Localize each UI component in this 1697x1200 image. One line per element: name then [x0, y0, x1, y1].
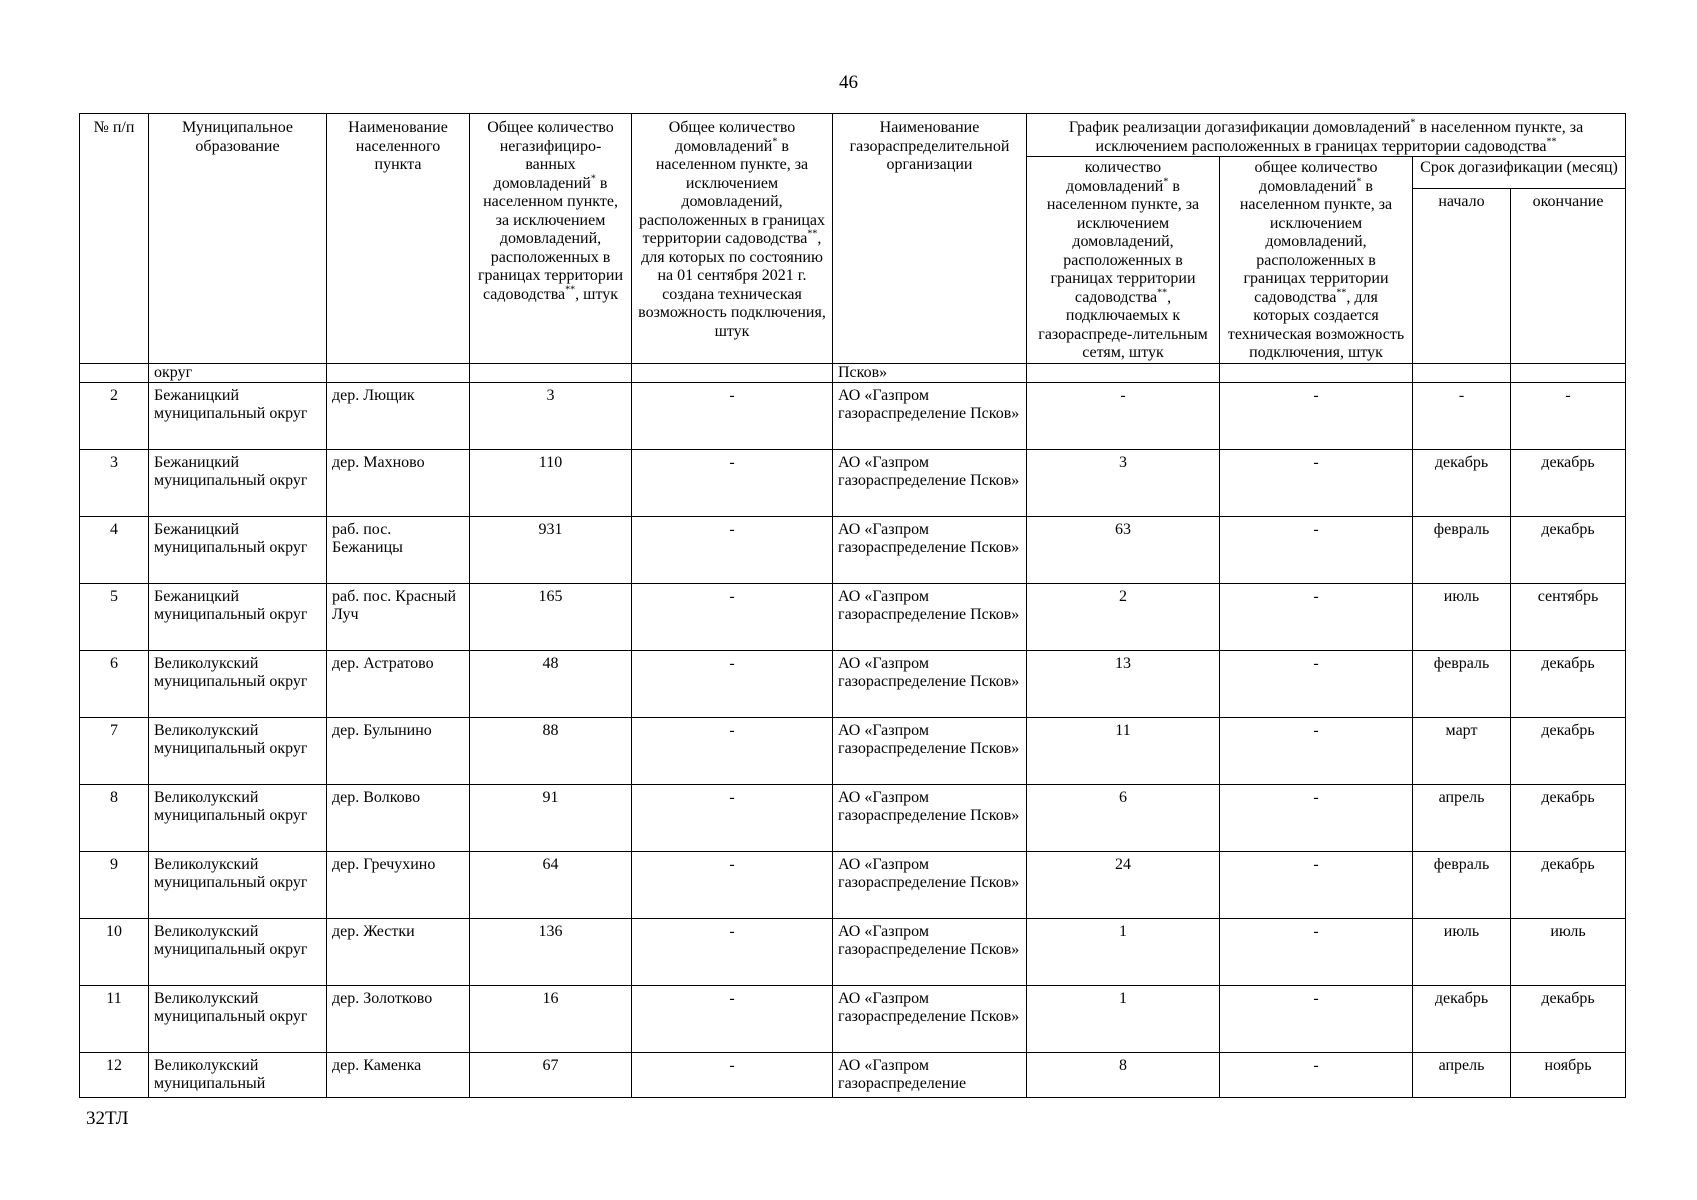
- cell-municipality: Бежаницкий муниципальный округ: [149, 516, 327, 583]
- cell-total-created: -: [1220, 851, 1413, 918]
- cell-total: 16: [470, 985, 632, 1052]
- cell-settlement: раб. пос. Красный Луч: [327, 583, 470, 650]
- cell-gas-org: АО «Газпром газораспределение Псков»: [833, 516, 1027, 583]
- cell-gas-org: АО «Газпром газораспределение Псков»: [833, 717, 1027, 784]
- cell-settlement: раб. пос. Бежаницы: [327, 516, 470, 583]
- table-row: [80, 382, 1626, 449]
- cell-total: 110: [470, 449, 632, 516]
- cell-municipality: Великолукский муниципальный округ: [149, 717, 327, 784]
- cell-total: 91: [470, 784, 632, 851]
- table-row: [80, 784, 1626, 851]
- cell-tech: -: [632, 918, 833, 985]
- page-number: 46: [839, 72, 858, 93]
- cell-connected-count: 1: [1027, 918, 1220, 985]
- header-total-tech-possibility: Общее количество домовладений* в населенном пункте, за исключением домовладений, расположенных в границах территории садоводства**, для которых по состоянию на 01 сентября 2021 г. создана техническая возможность подключения, штук: [632, 114, 833, 364]
- cell-num: 2: [80, 382, 149, 449]
- cell-tech: -: [632, 650, 833, 717]
- cell-start: июль: [1413, 918, 1511, 985]
- cell-municipality: Великолукский муниципальный: [149, 1052, 327, 1097]
- cell-start: апрель: [1413, 784, 1511, 851]
- cell-total-created: -: [1220, 1052, 1413, 1097]
- cell-start: декабрь: [1413, 985, 1511, 1052]
- cell-end: декабрь: [1511, 985, 1626, 1052]
- cell-num: 6: [80, 650, 149, 717]
- cell-tech: -: [632, 851, 833, 918]
- cell-connected-count: 6: [1027, 784, 1220, 851]
- cell-municipality: округ: [149, 363, 327, 382]
- cell-gas-org: АО «Газпром газораспределение Псков»: [833, 784, 1027, 851]
- cell-connected-count: 63: [1027, 516, 1220, 583]
- cell-start: февраль: [1413, 851, 1511, 918]
- cell-connected-count: 13: [1027, 650, 1220, 717]
- cell-gas-org: АО «Газпром газораспределение Псков»: [833, 583, 1027, 650]
- cell-tech: -: [632, 717, 833, 784]
- cell-municipality: Бежаницкий муниципальный округ: [149, 583, 327, 650]
- cell-total-created: -: [1220, 717, 1413, 784]
- cell-gas-org: АО «Газпром газораспределение: [833, 1052, 1027, 1097]
- cell-end: декабрь: [1511, 851, 1626, 918]
- cell-num: 9: [80, 851, 149, 918]
- cell-total: 67: [470, 1052, 632, 1097]
- cell-settlement: дер. Золотково: [327, 985, 470, 1052]
- cell-municipality: Бежаницкий муниципальный округ: [149, 382, 327, 449]
- cell-total-created: -: [1220, 516, 1413, 583]
- cell-total-created: -: [1220, 583, 1413, 650]
- cell-total: 3: [470, 382, 632, 449]
- header-settlement: Наименование населенного пункта: [327, 114, 470, 364]
- cell-gas-org: АО «Газпром газораспределение Псков»: [833, 851, 1027, 918]
- cell-total-created: -: [1220, 918, 1413, 985]
- cell-connected-count: 24: [1027, 851, 1220, 918]
- cell-municipality: Великолукский муниципальный округ: [149, 918, 327, 985]
- header-term: Срок догазификации (месяц): [1413, 157, 1626, 189]
- cell-tech: -: [632, 382, 833, 449]
- cell-total-created: -: [1220, 382, 1413, 449]
- cell-start: декабрь: [1413, 449, 1511, 516]
- cell-start: апрель: [1413, 1052, 1511, 1097]
- cell-tech: -: [632, 583, 833, 650]
- cell-end: сентябрь: [1511, 583, 1626, 650]
- table-row: [80, 516, 1626, 583]
- header-total-created: общее количество домовладений* в населенном пункте, за исключением домовладений, расположенных в границах территории садоводства**, для которых создается техническая возможность подключения, штук: [1220, 157, 1413, 364]
- cell-total-created: -: [1220, 784, 1413, 851]
- table-body: [80, 363, 1626, 1097]
- cell-gas-org: АО «Газпром газораспределение Псков»: [833, 650, 1027, 717]
- table-row: [80, 650, 1626, 717]
- cell-tech: -: [632, 784, 833, 851]
- cell-start: март: [1413, 717, 1511, 784]
- cell-num: 4: [80, 516, 149, 583]
- cell-num: 5: [80, 583, 149, 650]
- cell-total-created: -: [1220, 985, 1413, 1052]
- cell-connected-count: 2: [1027, 583, 1220, 650]
- cell-settlement: дер. Каменка: [327, 1052, 470, 1097]
- cell-num: 7: [80, 717, 149, 784]
- cell-total: 165: [470, 583, 632, 650]
- cell-gas-org: Псков»: [833, 363, 1027, 382]
- cell-end: ноябрь: [1511, 1052, 1626, 1097]
- cell-settlement: дер. Булынино: [327, 717, 470, 784]
- cell-end: июль: [1511, 918, 1626, 985]
- table-row: [80, 449, 1626, 516]
- cell-num: 3: [80, 449, 149, 516]
- cell-num: 10: [80, 918, 149, 985]
- cell-settlement: дер. Гречухино: [327, 851, 470, 918]
- cell-start: июль: [1413, 583, 1511, 650]
- cell-end: декабрь: [1511, 449, 1626, 516]
- header-gas-organization: Наименование газораспределительной организации: [833, 114, 1027, 364]
- cell-municipality: Великолукский муниципальный округ: [149, 784, 327, 851]
- cell-num: 11: [80, 985, 149, 1052]
- cell-tech: -: [632, 985, 833, 1052]
- cell-end: декабрь: [1511, 516, 1626, 583]
- cell-connected-count: 8: [1027, 1052, 1220, 1097]
- continuation-row: [80, 363, 1626, 382]
- cell-end: декабрь: [1511, 650, 1626, 717]
- cell-settlement: дер. Лющик: [327, 382, 470, 449]
- cell-connected-count: -: [1027, 382, 1220, 449]
- cell-settlement: дер. Махново: [327, 449, 470, 516]
- cell-start: февраль: [1413, 516, 1511, 583]
- cell-municipality: Великолукский муниципальный округ: [149, 650, 327, 717]
- cell-municipality: Бежаницкий муниципальный округ: [149, 449, 327, 516]
- cell-settlement: дер. Волково: [327, 784, 470, 851]
- cell-municipality: Великолукский муниципальный округ: [149, 985, 327, 1052]
- cell-total-created: -: [1220, 650, 1413, 717]
- header-municipality: Муниципальное образование: [149, 114, 327, 364]
- cell-connected-count: 3: [1027, 449, 1220, 516]
- cell-num: 8: [80, 784, 149, 851]
- table-header: [80, 114, 1626, 364]
- cell-connected-count: 1: [1027, 985, 1220, 1052]
- cell-total: 88: [470, 717, 632, 784]
- cell-tech: -: [632, 449, 833, 516]
- cell-gas-org: АО «Газпром газораспределение Псков»: [833, 449, 1027, 516]
- cell-connected-count: 11: [1027, 717, 1220, 784]
- table-row: [80, 985, 1626, 1052]
- cell-end: декабрь: [1511, 717, 1626, 784]
- header-num: № п/п: [80, 114, 149, 364]
- table-row: [80, 717, 1626, 784]
- cell-gas-org: АО «Газпром газораспределение Псков»: [833, 382, 1027, 449]
- cell-total: 136: [470, 918, 632, 985]
- cell-total: 64: [470, 851, 632, 918]
- cell-municipality: Великолукский муниципальный округ: [149, 851, 327, 918]
- cell-num: 12: [80, 1052, 149, 1097]
- cell-total-created: -: [1220, 449, 1413, 516]
- table-row: [80, 583, 1626, 650]
- cell-gas-org: АО «Газпром газораспределение Псков»: [833, 918, 1027, 985]
- header-start: начало: [1413, 188, 1511, 363]
- cell-tech: -: [632, 1052, 833, 1097]
- header-total-nongasified: Общее количество негазифициро-ванных домовладений* в населенном пункте, за исключением домовладений, расположенных в границах территории садоводства**, штук: [470, 114, 632, 364]
- header-schedule: График реализации догазификации домовладений* в населенном пункте, за исключением расположенных в границах территории садоводства**: [1027, 114, 1626, 157]
- table-row: [80, 1052, 1626, 1097]
- cell-settlement: дер. Жестки: [327, 918, 470, 985]
- cell-tech: -: [632, 516, 833, 583]
- cell-start: -: [1413, 382, 1511, 449]
- cell-gas-org: АО «Газпром газораспределение Псков»: [833, 985, 1027, 1052]
- cell-start: февраль: [1413, 650, 1511, 717]
- header-connected-count: количество домовладений* в населенном пункте, за исключением домовладений, расположенных в границах территории садоводства**, подключаемых к газораспреде-лительным сетям, штук: [1027, 157, 1220, 364]
- table-row: [80, 851, 1626, 918]
- cell-end: декабрь: [1511, 784, 1626, 851]
- footer-code: 32ТЛ: [86, 1108, 129, 1129]
- header-end: окончание: [1511, 188, 1626, 363]
- cell-total: 48: [470, 650, 632, 717]
- cell-total: 931: [470, 516, 632, 583]
- cell-end: -: [1511, 382, 1626, 449]
- table-row: [80, 918, 1626, 985]
- cell-settlement: дер. Астратово: [327, 650, 470, 717]
- gasification-schedule-table: [79, 113, 1626, 1098]
